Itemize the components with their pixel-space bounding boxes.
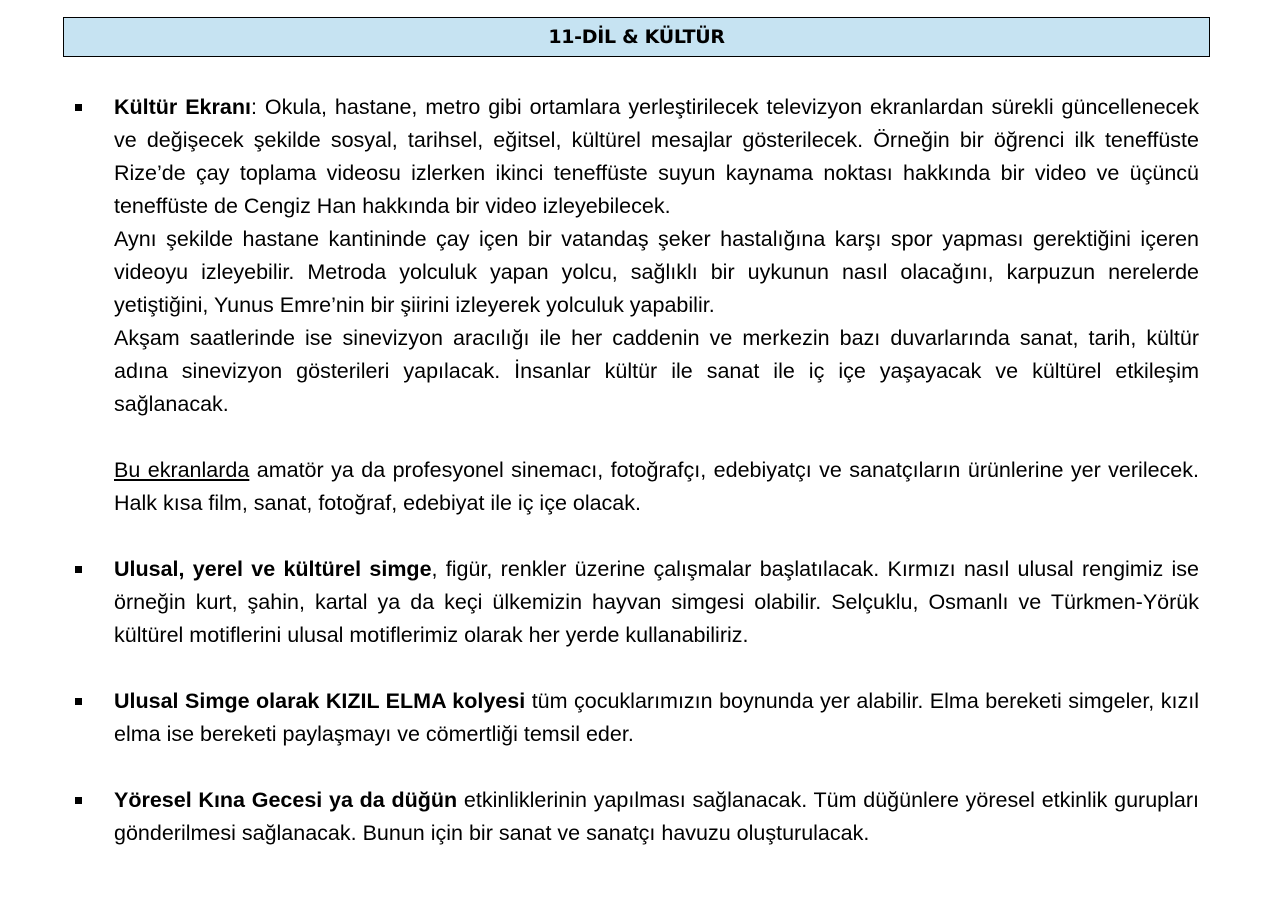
list-item-ulusal-simge [75, 553, 1199, 652]
list-item-kizil-elma [75, 685, 1199, 751]
paragraph: Ulusal Simge olarak KIZIL ELMA kolyesi tüm çocuklarımızın boynunda yer alabilir. Elma bereketi simgeler, kızıl elma ise bereketi paylaşmayı ve cömertliği temsil eder. [114, 689, 1199, 746]
document-body [75, 91, 1199, 850]
square-bullet-icon [75, 698, 82, 705]
paragraph: Akşam saatlerinde ise sinevizyon aracılığı ile her caddenin ve merkezin bazı duvarlarında sanat, tarih, kültür adına sinevizyon gösterileri yapılacak. İnsanlar kültür ile sanat ile iç içe yaşayacak ve kültürel etkileşim sağlanacak. [114, 326, 1199, 416]
bold-term: Yöresel Kına Gecesi ya da düğün [114, 788, 458, 812]
paragraph: Ulusal, yerel ve kültürel simge, figür, renkler üzerine çalışmalar başlatılacak. Kırmızı nasıl ulusal rengimiz ise örneğin kurt, şahin, kartal ya da keçi ülkemizin hayvan simgesi olabilir. Selçuklu, Osmanlı ve Türkmen-Yörük kültürel motiflerini ulusal motiflerimiz olarak her yerde kullanabiliriz. [114, 557, 1199, 647]
square-bullet-icon [75, 104, 82, 111]
square-bullet-icon [75, 566, 82, 573]
bold-term: Ulusal Simge olarak KIZIL ELMA kolyesi [114, 689, 526, 713]
bold-term: Kültür Ekranı [114, 95, 251, 119]
paragraph: Yöresel Kına Gecesi ya da düğün etkinliklerinin yapılması sağlanacak. Tüm düğünlere yöresel etkinlik gurupları gönderilmesi sağlanacak. Bunun için bir sanat ve sanatçı havuzu oluşturulacak. [114, 788, 1199, 845]
paragraph: Kültür Ekranı: Okula, hastane, metro gibi ortamlara yerleştirilecek televizyon ekranlardan sürekli güncellenecek ve değişecek şekilde sosyal, tarihsel, eğitsel, kültürel mesajlar gösterilecek. Örneğin bir öğrenci ilk teneffüste Rize’de çay toplama videosu izlerken ikinci teneffüste suyun kaynama noktası hakkında bir video ve üçüncü teneffüste de Cengiz Han hakkında bir video izleyebilecek. [114, 95, 1200, 218]
square-bullet-icon [75, 797, 82, 804]
underlined-text: Bu ekranlarda [114, 458, 250, 482]
list-item-kina-gecesi [75, 784, 1199, 850]
paragraph: Bu ekranlarda amatör ya da profesyonel sinemacı, fotoğrafçı, edebiyatçı ve sanatçıların ürünlerine yer verilecek. Halk kısa film, sanat, fotoğraf, edebiyat ile iç içe olacak. [114, 458, 1199, 515]
section-title: 11-DİL & KÜLTÜR [63, 17, 1210, 57]
paragraph: Aynı şekilde hastane kantininde çay içen bir vatandaş şeker hastalığına karşı spor yapması gerektiğini içeren videoyu izleyebilir. Metroda yolculuk yapan yolcu, sağlıklı bir uykunun nasıl olacağını, karpuzun nerelerde yetiştiğini, Yunus Emre’nin bir şiirini izleyerek yolculuk yapabilir. [114, 227, 1199, 317]
list-item-kultur-ekrani [75, 91, 1199, 520]
bold-term: Ulusal, yerel ve kültürel simge [114, 557, 432, 581]
